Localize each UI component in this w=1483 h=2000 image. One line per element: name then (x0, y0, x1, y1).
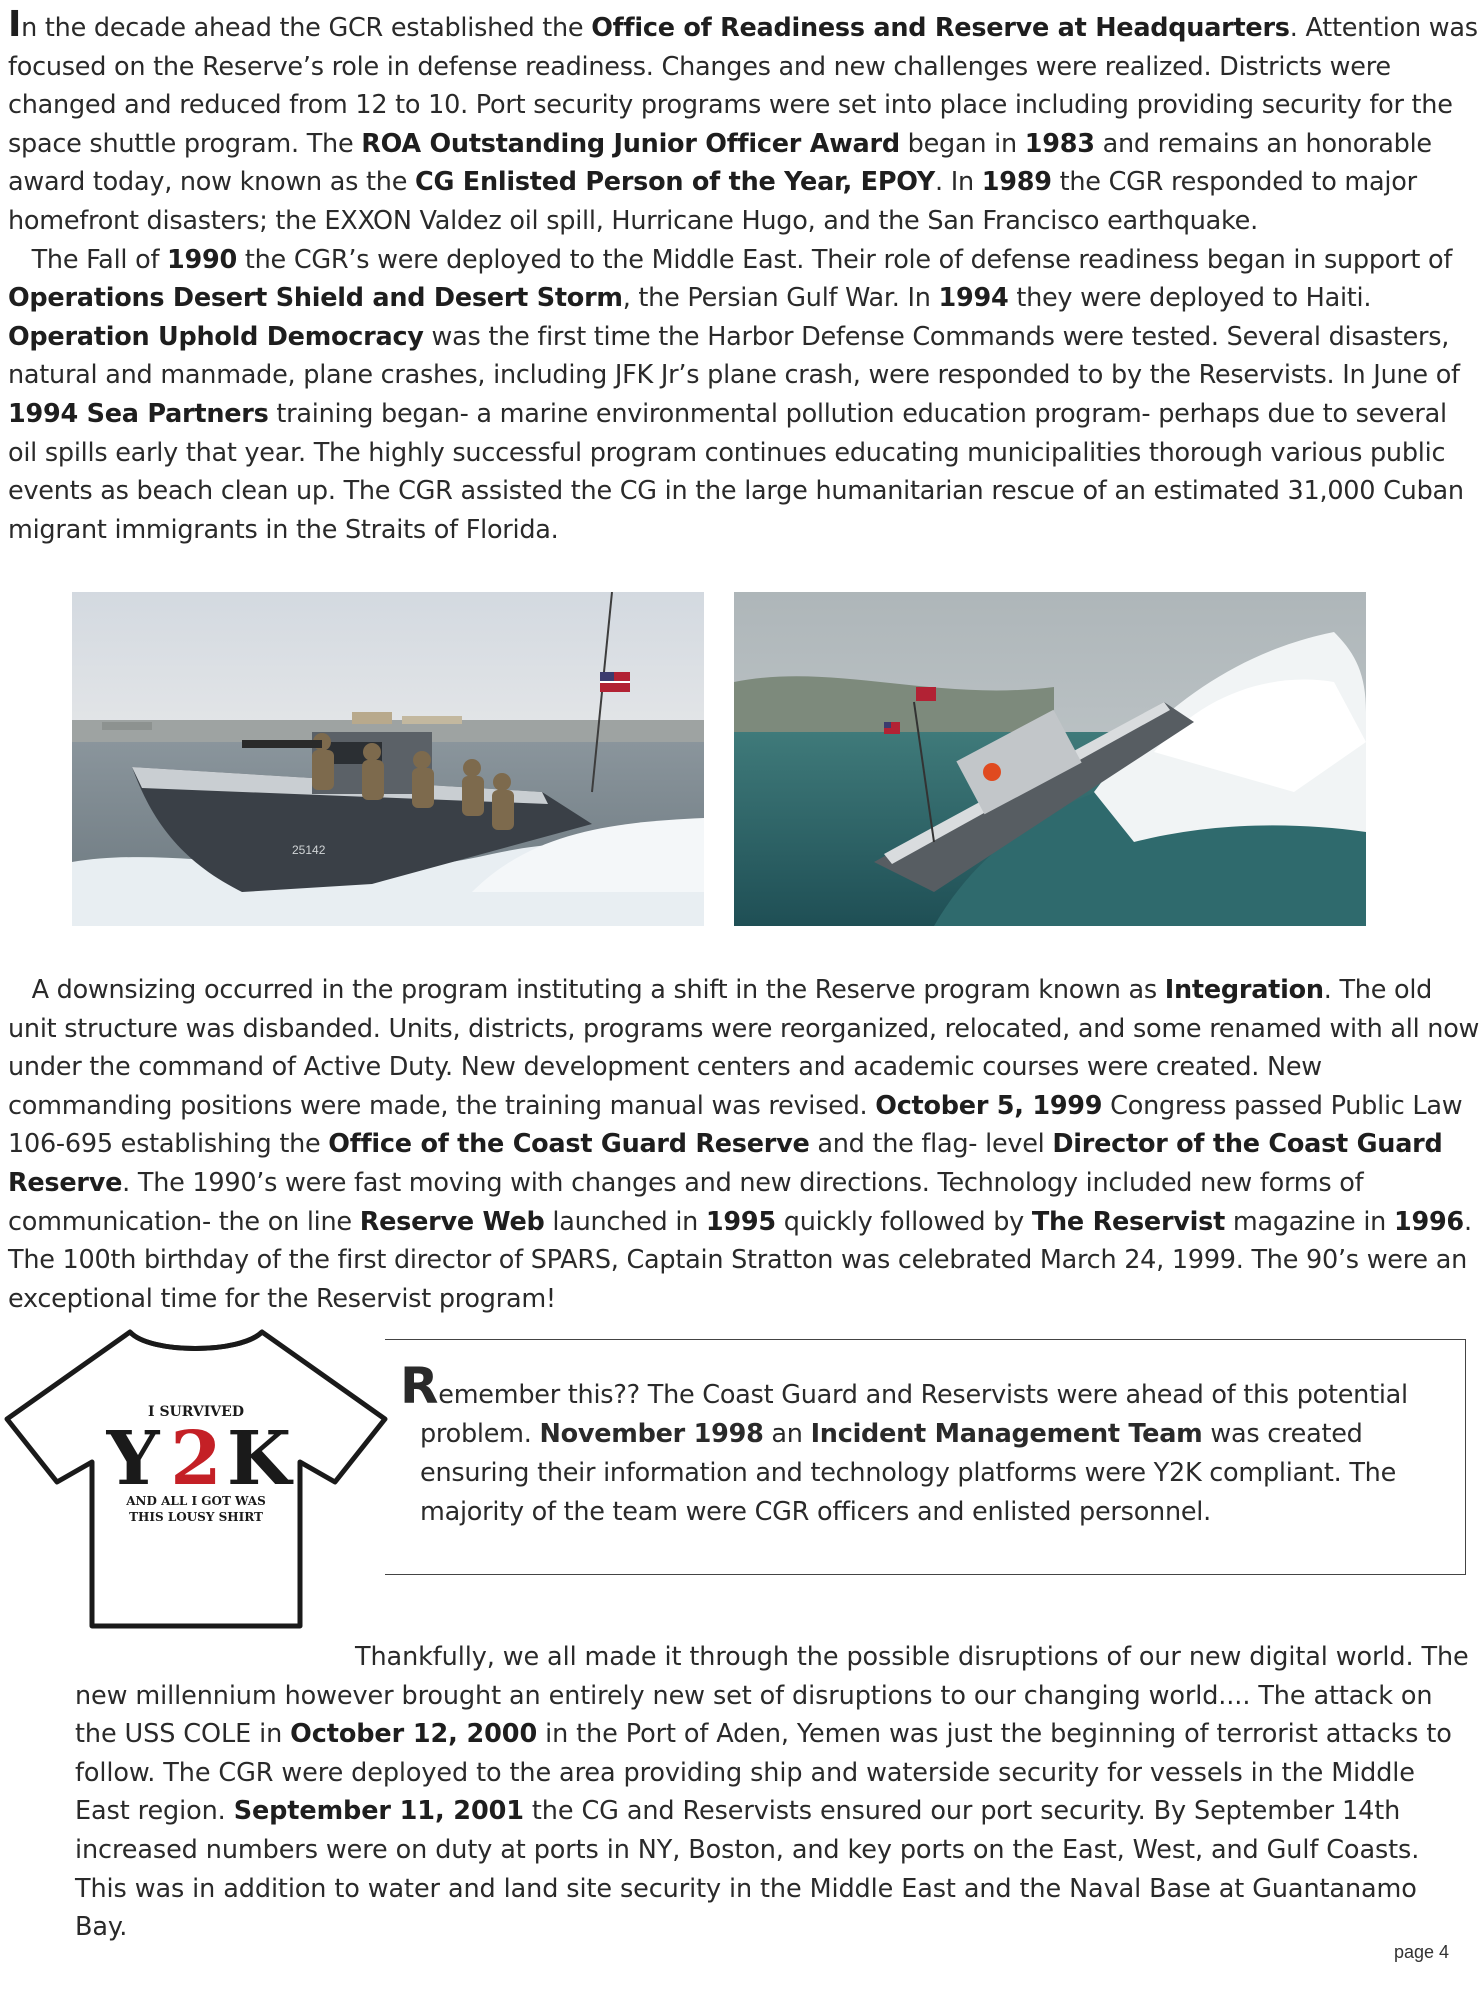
page-number: page 4 (1393, 1942, 1449, 1962)
y2k-shirt-illustration (0, 1324, 392, 1636)
patrol-boat-photo (72, 592, 704, 926)
shirt-letter-k: K (226, 1416, 292, 1502)
hull-number: 25142 (292, 843, 326, 857)
y2k-callout-text: Remember this?? The Coast Guard and Reservists were ahead of this potential problem. November 1998 an Incident Management Team was created ensuring their information and technology platforms were Y2K compliant. The majority of the team were CGR officers and enlisted personnel. (400, 1357, 1408, 1527)
shirt-letter-y: Y (106, 1416, 160, 1502)
callout-drop-cap: R (400, 1357, 439, 1415)
paragraph-2: A downsizing occurred in the program instituting a shift in the Reserve program known as Integration. The old unit structure was disbanded. Units, districts, programs were reorganized, relocated, and some renamed with all now under the command of Active Duty. New development centers and academic courses were created. New commanding positions were made, the training manual was revised. October 5, 1999 Congress passed Public Law 106-695 establishing the Office of the Coast Guard Reserve and the flag- level Director of the Coast Guard Reserve. The 1990’s were fast moving with changes and new directions. Technology included new forms of communication- the on line Reserve Web launched in 1995 quickly followed by The Reservist magazine in 1996. The 100th birthday of the first director of SPARS, Captain Stratton was celebrated March 24, 1999. The 90’s were an exceptional time for the Reservist program! (8, 975, 1480, 1314)
drop-cap: I (8, 4, 22, 45)
shirt-digit-2: 2 (170, 1416, 222, 1502)
shirt-line-3: AND ALL I GOT WAS (126, 1494, 266, 1508)
shirt-line-1: I SURVIVED (148, 1404, 244, 1420)
shirt-line-4: THIS LOUSY SHIRT (129, 1510, 263, 1524)
paragraph-3: Thankfully, we all made it through the possible disruptions of our new digital world. The new millennium however brought an entirely new set of disruptions to our changing world.... The attack on the USS COLE in October 12, 2000 in the Port of Aden, Yemen was just the beginning of terrorist attacks to follow. The CGR were deployed to the area providing ship and waterside security for vessels in the Middle East region. September 11, 2001 the CG and Reservists ensured our port security. By September 14th increased numbers were on duty at ports in NY, Boston, and key ports on the East, West, and Gulf Coasts. This was in addition to water and land site security in the Middle East and the Naval Base at Guantanamo Bay. (75, 1642, 1469, 1943)
paragraph-1: In the decade ahead the GCR established the Office of Readiness and Reserve at Headquarters. Attention was focused on the Reserve’s role in defense readiness. Changes and new challenges were realized. Districts were changed and reduced from 12 to 10. Port security programs were set into place including providing security for the space shuttle program. The ROA Outstanding Junior Officer Award began in 1983 and remains an honorable award today, now known as the CG Enlisted Person of the Year, EPOY. In 1989 the CGR responded to major homefront disasters; the EXXON Valdez oil spill, Hurricane Hugo, and the San Francisco earthquake. The Fall of 1990 the CGR’s were deployed to the Middle East. Their role of defense readiness began in support of Operations Desert Shield and Desert Storm, the Persian Gulf War. In 1994 they were deployed to Haiti. Operation Uphold Democracy was the first time the Harbor Defense Commands were tested. Several disasters, natural and manmade, plane crashes, including JFK Jr’s plane crash, were responded to by the Reservists. In June of 1994 Sea Partners training began- a marine environmental pollution education program- perhaps due to several oil spills early that year. The highly successful program continues educating municipalities thorough various public events as beach clean up. The CGR assisted the CG in the large humanitarian rescue of an estimated 31,000 Cuban migrant immigrants in the Straits of Florida. (8, 4, 1478, 545)
lifeboat-surf-photo (734, 592, 1366, 926)
